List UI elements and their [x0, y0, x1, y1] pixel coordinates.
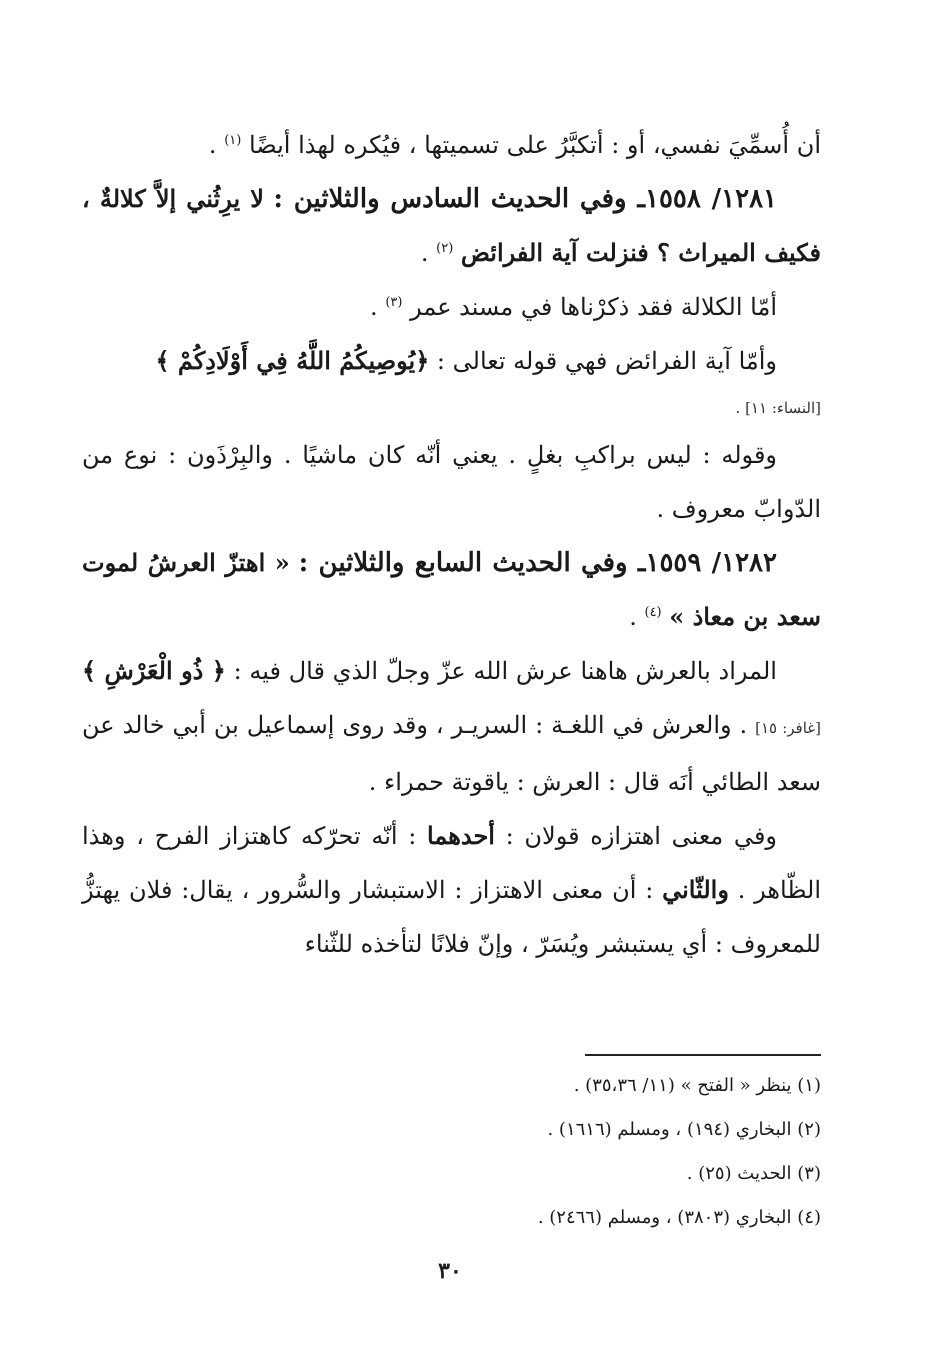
hadith-heading-1281: ١٢٨١/ ١٥٥٨ـ وفي الحديث السادس والثلاثين :: [273, 184, 777, 214]
footnote-ref-1: (١): [224, 133, 242, 148]
footnote-3: (٣) الحديث (٢٥) .: [686, 1163, 821, 1184]
quran-reference-nisa: [النساء: ١١]: [745, 399, 821, 417]
footnotes: [200, 1064, 821, 1240]
paragraph-8-text-2: : أنّه تحرّكه كاهتزاز الفرح ، وهذا الظّاهر .: [82, 822, 821, 904]
paragraph-4-ref-line: [82, 388, 821, 428]
footnote-2: (٢) البخاري (١٩٤) ، ومسلم (١٦١٦) .: [547, 1119, 821, 1140]
paragraph-4: [82, 334, 821, 388]
paragraph-6-text: « اهتزّ العرشُ لموت سعد بن معاذ »: [82, 548, 821, 631]
paragraph-7: [82, 644, 821, 809]
paragraph-3-text: أمّا الكلالة فقد ذكرْناها في مسند عمر: [410, 293, 777, 321]
paragraph-6: [82, 536, 821, 644]
paragraph-8-text-3: : أن معنى الاهتزاز : الاستبشار والسُّرور ، يقال: فلان يهتزُّ للمعروف : أي يستبشر ويُسَرّ ، وإنّ فلانًا لتأخذه للثّناء: [82, 876, 821, 958]
first-opinion-label: أحدهما: [427, 821, 495, 850]
paragraph-4-end: .: [735, 399, 741, 417]
footnote-ref-4: (٤): [644, 605, 662, 620]
footnote-1: (١) ينظر « الفتح » (١١/ ٣٥،٣٦) .: [573, 1075, 821, 1096]
quran-verse-nisa: ﴿يُوصِيكُمُ اللَّهُ فِي أَوْلَادِكُمْ ﴾: [155, 346, 430, 375]
paragraph-1-end: .: [208, 131, 217, 159]
quran-reference-ghafir: [غافر: ١٥]: [755, 719, 821, 737]
paragraph-1-text: أن أُسمِّيَ نفسي، أو : أتكبَّرُ على تسميتها ، فيُكره لهذا أيضًا: [248, 131, 821, 159]
page-number: ٣٠: [438, 1258, 462, 1284]
hadith-heading-1282: ١٢٨٢/ ١٥٥٩ـ وفي الحديث السابع والثلاثين :: [298, 548, 777, 578]
paragraph-2: [82, 172, 821, 280]
paragraph-8: [82, 809, 821, 971]
second-opinion-label: والثّاني: [662, 875, 729, 904]
paragraph-3: [82, 280, 821, 334]
paragraph-8-text-1: وفي معنى اهتزازه قولان :: [505, 822, 777, 850]
footnote-ref-3: (٣): [385, 295, 403, 310]
paragraph-5: [82, 428, 821, 536]
paragraph-2-text: لا يرِثُني إلاَّ كلالةٌ ، فكيف الميراث ؟ فنزلت آية الفرائض: [82, 184, 821, 267]
footnote-divider: [585, 1054, 821, 1056]
paragraph-6-end: .: [629, 603, 637, 631]
paragraph-1: [82, 118, 821, 172]
paragraph-3-end: .: [370, 293, 378, 321]
paragraph-7-text-before: المراد بالعرش هاهنا عرش الله عزّ وجلّ الذي قال فيه :: [233, 657, 777, 685]
footnote-4: (٤) البخاري (٣٨٠٣) ، ومسلم (٢٤٦٦) .: [537, 1207, 821, 1228]
paragraph-2-end: .: [420, 239, 429, 267]
footnote-ref-2: (٢): [436, 241, 454, 256]
main-text: [82, 118, 821, 971]
quran-verse-ghafir: ﴿ ذُو الْعَرْشِ ﴾: [82, 656, 226, 685]
paragraph-7-text-after: . والعرش في اللغـة : السريـر ، وقد روى إسماعيل بن أبي خالد عن سعد الطائي أنَه قال : العرش : ياقوتة حمراء .: [82, 711, 821, 796]
paragraph-5-text: وقوله : ليس براكبِ بغلٍ . يعني أنّه كان ماشيًا . والبِرْذَون : نوع من الدّوابّ معروف .: [82, 441, 821, 523]
paragraph-4-text: وأمّا آية الفرائض فهي قوله تعالى :: [436, 347, 777, 375]
